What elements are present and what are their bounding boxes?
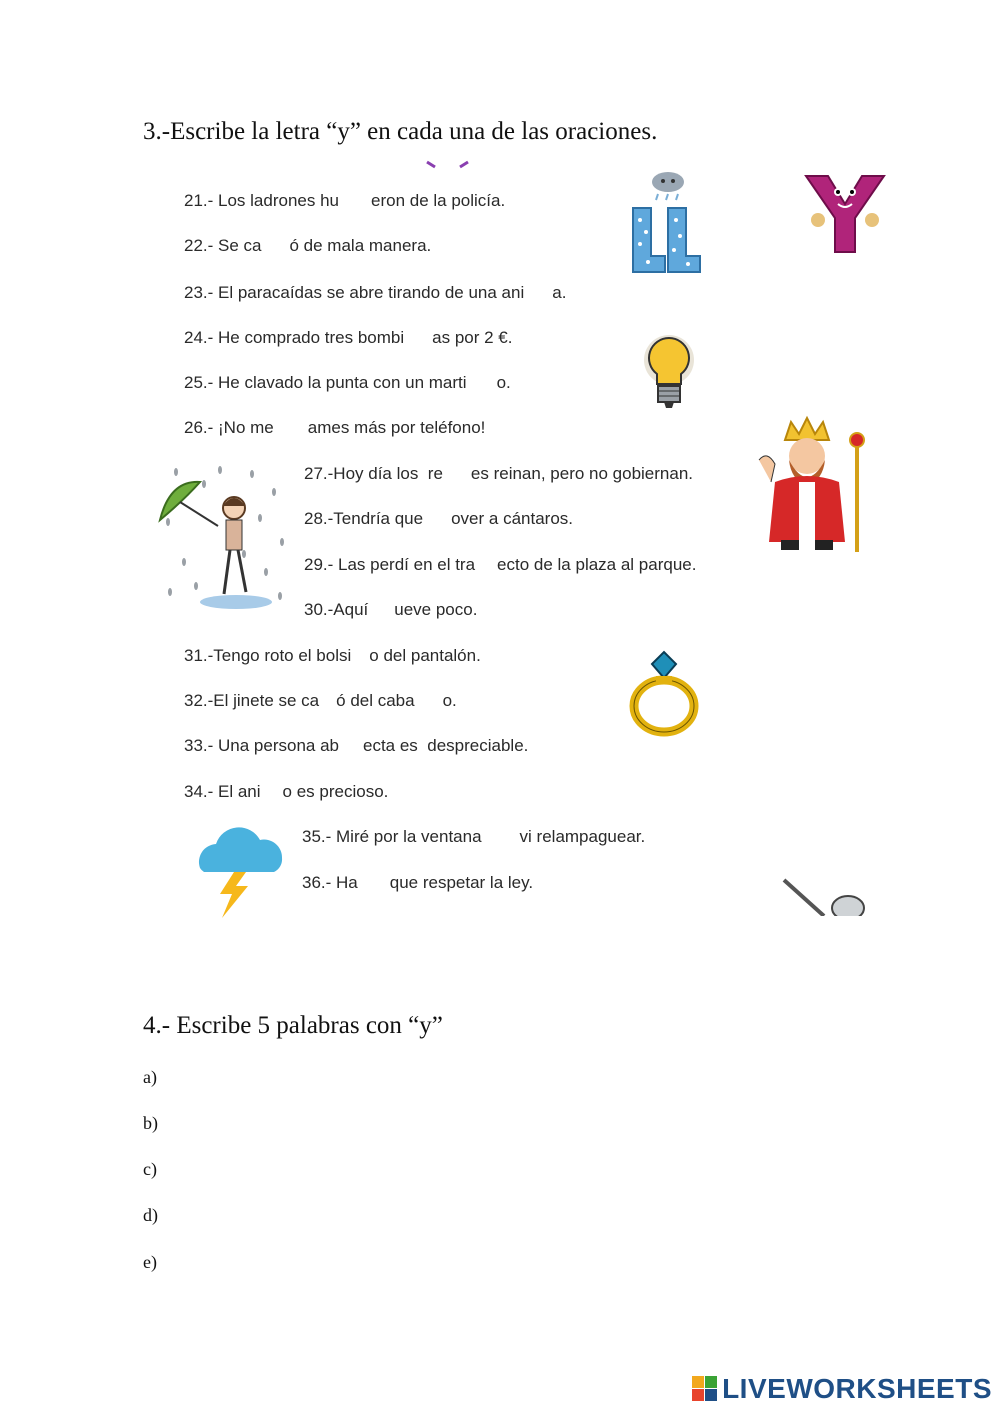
sentence-32: 32.-El jinete se ca ó del caba o. [184, 691, 457, 710]
sentence-21: 21.- Los ladrones hu eron de la policía. [184, 191, 506, 210]
answer-label-a: a) [143, 1067, 157, 1087]
king-icon [755, 412, 870, 560]
answer-input-d[interactable] [170, 1201, 874, 1229]
sentence-36: 36.- Ha que respetar la ley. [302, 873, 534, 892]
blank-36[interactable] [358, 883, 390, 884]
letter-y-icon [800, 170, 890, 260]
blank-25[interactable] [467, 383, 497, 384]
sentence-35: 35.- Miré por la ventana vi relampaguear. [302, 827, 646, 846]
answer-input-b[interactable] [170, 1109, 874, 1137]
blank-22[interactable] [262, 246, 290, 247]
blank-30[interactable] [368, 610, 394, 611]
answer-label-d: d) [143, 1205, 158, 1225]
sentence-25: 25.- He clavado la punta con un marti o. [184, 373, 511, 392]
answer-label-b: b) [143, 1113, 158, 1133]
sentence-31: 31.-Tengo roto el bolsi o del pantalón. [184, 646, 481, 665]
blank-26[interactable] [274, 428, 308, 429]
blank-21[interactable] [339, 201, 371, 202]
section3-title: 3.-Escribe la letra “y” en cada una de las oraciones. [143, 118, 658, 145]
blank-23[interactable] [524, 293, 552, 294]
logo-text: LIVEWORKSHEETS [722, 1373, 992, 1404]
blank-35[interactable] [482, 837, 520, 838]
rain-girl-icon [156, 462, 294, 617]
sentence-22: 22.- Se ca ó de mala manera. [184, 236, 432, 255]
sentence-27: 27.-Hoy día los re es reinan, pero no gobiernan. [304, 464, 694, 483]
letter-ll-icon [628, 170, 706, 276]
blank-32b[interactable] [415, 701, 443, 702]
liveworksheets-logo [692, 1373, 992, 1405]
blank-29[interactable] [475, 565, 497, 566]
sentence-30: 30.-Aquí ueve poco. [304, 600, 478, 619]
answer-input-a[interactable] [170, 1063, 874, 1091]
answer-label-e: e) [143, 1252, 157, 1272]
sentence-24: 24.- He comprado tres bombi as por 2 €. [184, 328, 513, 347]
blank-34[interactable] [261, 792, 283, 793]
blank-24[interactable] [404, 338, 432, 339]
spoon-icon [780, 876, 866, 916]
sentence-26: 26.- ¡No me ames más por teléfono! [184, 418, 486, 437]
blank-28[interactable] [423, 519, 451, 520]
answer-input-c[interactable] [170, 1155, 874, 1183]
sentence-23: 23.- El paracaídas se abre tirando de una ani a. [184, 283, 567, 302]
decorative-fragment-icon [425, 160, 470, 170]
sentence-29: 29.- Las perdí en el tra ecto de la plaza al parque. [304, 555, 697, 574]
lightbulb-icon [636, 330, 706, 415]
storm-cloud-icon [190, 820, 290, 918]
blank-31[interactable] [351, 656, 369, 657]
logo-badge-icon [692, 1376, 718, 1402]
answer-label-c: c) [143, 1159, 157, 1179]
blank-32a[interactable] [319, 701, 336, 702]
ring-icon [626, 646, 706, 738]
sentence-28: 28.-Tendría que over a cántaros. [304, 509, 573, 528]
answer-input-e[interactable] [170, 1248, 874, 1276]
sentence-33: 33.- Una persona ab ecta es despreciable. [184, 736, 529, 755]
section4-title: 4.- Escribe 5 palabras con “y” [143, 1012, 443, 1039]
sentence-34: 34.- El ani o es precioso. [184, 782, 389, 801]
blank-33[interactable] [339, 746, 363, 747]
blank-27[interactable] [443, 474, 471, 475]
